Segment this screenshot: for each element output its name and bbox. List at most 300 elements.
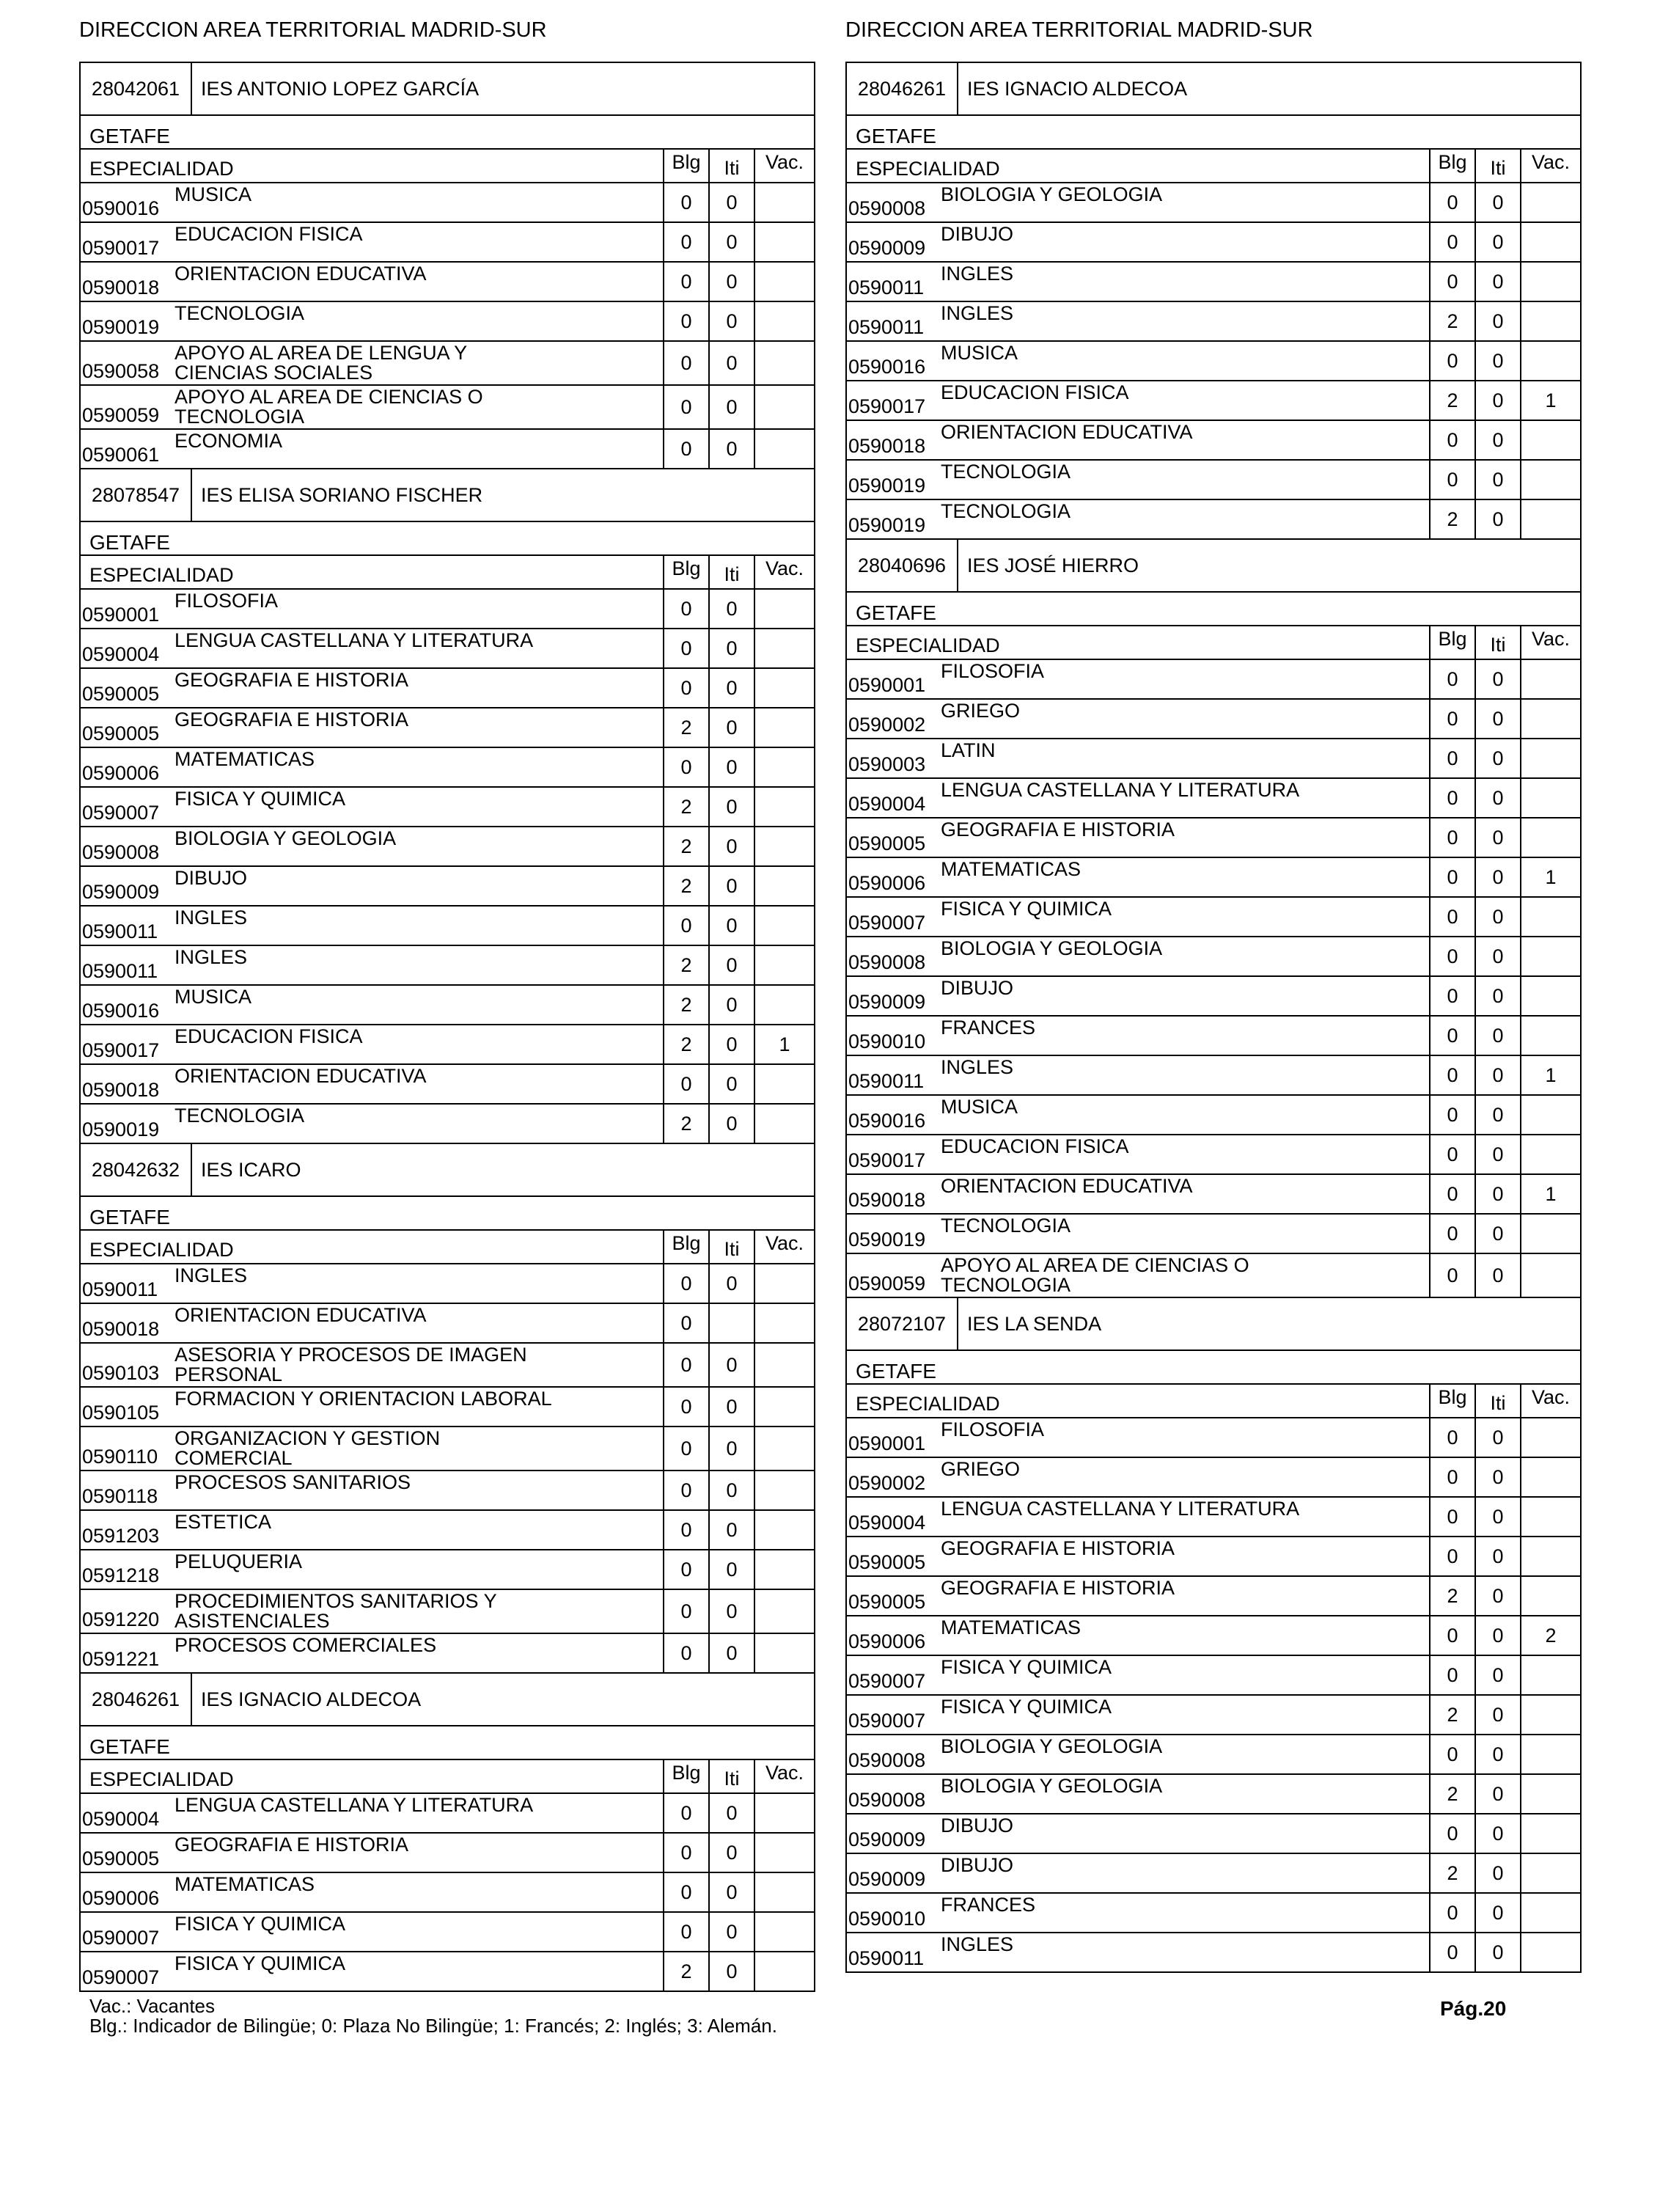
especialidad-code: 0590019 (848, 475, 926, 497)
vac-value (754, 430, 814, 468)
blg-value: 2 (1429, 500, 1474, 538)
especialidad-cell (847, 977, 1429, 1015)
vac-value (754, 1952, 814, 1991)
column-vac: Vac. (1520, 150, 1580, 182)
table-row (81, 588, 814, 628)
table-row (81, 1633, 814, 1672)
vac-value: 1 (1520, 858, 1580, 896)
table-row (847, 1734, 1580, 1773)
especialidad-code: 0590006 (82, 762, 160, 784)
blg-value: 2 (663, 946, 708, 984)
especialidad-name (941, 1097, 1381, 1117)
table-row (847, 1892, 1580, 1932)
iti-value: 0 (708, 1952, 754, 1991)
iti-value: 0 (1474, 977, 1520, 1015)
especialidad-name-line: TECNOLOGIA (941, 1215, 1071, 1237)
blg-value: 0 (1429, 1933, 1474, 1971)
vac-value (754, 1913, 814, 1951)
especialidad-name-line: ASESORIA Y PROCESOS DE IMAGEN (175, 1344, 527, 1366)
especialidad-code: 0590001 (82, 604, 160, 626)
table-row (81, 340, 814, 384)
especialidad-cell (81, 1388, 663, 1426)
especialidad-name (941, 978, 1381, 998)
especialidad-name-line: FRANCES (941, 1017, 1036, 1039)
especialidad-cell (847, 1696, 1429, 1734)
especialidad-name (941, 1539, 1381, 1559)
especialidad-name-line: GRIEGO (941, 1458, 1021, 1480)
especialidad-name-line: ORIENTACION EDUCATIVA (175, 263, 427, 285)
column-header-row (81, 148, 814, 182)
table-row (847, 817, 1580, 857)
column-vac: Vac. (1520, 626, 1580, 659)
iti-value: 0 (708, 867, 754, 905)
especialidad-name-line: FISICA Y QUIMICA (941, 1656, 1112, 1678)
especialidad-code: 0590007 (82, 1927, 160, 1949)
column-blg: Blg (663, 556, 708, 588)
especialidad-name-line: MATEMATICAS (175, 748, 315, 770)
especialidad-code: 0590019 (82, 316, 160, 338)
table-row (81, 1024, 814, 1063)
iti-value: 0 (1474, 1418, 1520, 1457)
especialidad-code: 0590010 (848, 1908, 926, 1930)
blg-value: 0 (1429, 818, 1474, 857)
especialidad-name-line: BIOLOGIA Y GEOLOGIA (941, 937, 1163, 959)
especialidad-cell (81, 946, 663, 984)
especialidad-name (941, 741, 1381, 761)
vac-value (1520, 263, 1580, 301)
iti-value: 0 (1474, 381, 1520, 420)
vac-value: 1 (1520, 1175, 1580, 1213)
especialidad-cell (81, 590, 663, 628)
table-row (847, 1457, 1580, 1496)
column-header-row (847, 1383, 1580, 1417)
blg-value: 0 (1429, 1498, 1474, 1536)
especialidad-name-line: EDUCACION FISICA (175, 1025, 363, 1047)
table-row (847, 1253, 1580, 1297)
blg-value: 0 (663, 1590, 708, 1633)
especialidad-name-line-2: CIENCIAS SOCIALES (175, 362, 373, 384)
especialidad-name-line: INGLES (941, 302, 1014, 324)
especialidad-code: 0590103 (82, 1362, 160, 1384)
especialidad-code: 0591221 (82, 1648, 160, 1670)
table-row (81, 221, 814, 261)
blg-value: 2 (663, 1105, 708, 1143)
blg-value: 0 (663, 1634, 708, 1672)
blg-value: 0 (1429, 1418, 1474, 1457)
column-especialidad: ESPECIALIDAD (89, 158, 234, 180)
vac-value (1520, 1498, 1580, 1536)
especialidad-code: 0590009 (848, 1868, 926, 1890)
especialidad-name-line: ESTETICA (175, 1511, 272, 1533)
especialidad-code: 0590007 (848, 1710, 926, 1732)
especialidad-name-line: ECONOMIA (175, 430, 283, 452)
vac-value (754, 1511, 814, 1549)
especialidad-cell (847, 1775, 1429, 1813)
column-iti: Iti (708, 556, 754, 588)
blg-value: 0 (1429, 1096, 1474, 1134)
especialidad-name-line: FILOSOFIA (941, 660, 1045, 682)
especialidad-name-line: DIBUJO (175, 867, 248, 889)
iti-value (708, 1304, 754, 1342)
iti-value: 0 (1474, 700, 1520, 738)
especialidad-name-line: GEOGRAFIA E HISTORIA (941, 1577, 1175, 1599)
table-row (847, 1055, 1580, 1094)
blg-value: 0 (1429, 977, 1474, 1015)
especialidad-cell (847, 818, 1429, 857)
especialidad-name-line: TECNOLOGIA (175, 1105, 305, 1127)
especialidad-name (941, 383, 1381, 403)
iti-value: 0 (708, 1794, 754, 1832)
blg-value: 0 (1429, 779, 1474, 817)
vac-value (1520, 1418, 1580, 1457)
especialidad-name (941, 780, 1381, 800)
table-row (81, 984, 814, 1024)
blg-value: 2 (663, 1025, 708, 1063)
especialidad-cell (81, 386, 663, 428)
especialidad-name (941, 185, 1381, 205)
table-row (81, 1426, 814, 1470)
especialidad-name-line: GEOGRAFIA E HISTORIA (175, 1834, 409, 1856)
table-row (847, 659, 1580, 698)
table-row (81, 1951, 814, 1991)
especialidad-cell (81, 430, 663, 468)
especialidad-code: 0590008 (848, 1789, 926, 1811)
especialidad-code: 0590011 (848, 276, 925, 299)
iti-value: 0 (708, 1105, 754, 1143)
especialidad-code: 0590016 (848, 1110, 926, 1132)
table-row (81, 1470, 814, 1509)
especialidad-cell (81, 1952, 663, 1991)
blg-value: 0 (1429, 937, 1474, 975)
especialidad-cell (847, 1854, 1429, 1892)
municipality: GETAFE (847, 114, 1580, 148)
center-name: IES IGNACIO ALDECOA (967, 77, 1188, 100)
vac-value (754, 386, 814, 428)
table-row (81, 905, 814, 945)
table-row (81, 261, 814, 301)
vac-value (754, 946, 814, 984)
iti-value: 0 (708, 827, 754, 865)
blg-value: 0 (1429, 700, 1474, 738)
especialidad-name-line: MATEMATICAS (941, 858, 1081, 880)
iti-value: 0 (708, 748, 754, 786)
especialidad-name-line: LENGUA CASTELLANA Y LITERATURA (941, 1498, 1300, 1520)
iti-value: 0 (1474, 1894, 1520, 1932)
iti-value: 0 (1474, 421, 1520, 459)
blg-value: 0 (663, 430, 708, 468)
vac-value (754, 1550, 814, 1589)
iti-value: 0 (1474, 1254, 1520, 1297)
especialidad-cell (847, 1656, 1429, 1694)
column-especialidad: ESPECIALIDAD (89, 564, 234, 586)
especialidad-cell (847, 739, 1429, 777)
especialidad-cell (81, 1873, 663, 1911)
column-vac: Vac. (754, 1231, 814, 1263)
blg-value: 2 (1429, 1775, 1474, 1813)
especialidad-code: 0590016 (82, 1000, 160, 1022)
center-code: 28046261 (81, 1674, 192, 1725)
especialidad-name (175, 1305, 614, 1325)
left-header: DIRECCION AREA TERRITORIAL MADRID-SUR (79, 18, 547, 42)
especialidad-name (941, 1018, 1381, 1038)
especialidad-name (175, 185, 614, 205)
table-row (81, 1509, 814, 1549)
iti-value: 0 (1474, 1775, 1520, 1813)
especialidad-cell (847, 1735, 1429, 1773)
column-blg: Blg (663, 1231, 708, 1263)
vac-value (1520, 302, 1580, 340)
especialidad-cell (847, 500, 1429, 538)
blg-value: 0 (1429, 858, 1474, 896)
vac-value (1520, 500, 1580, 538)
table-row (847, 1015, 1580, 1055)
center-name: IES ELISA SORIANO FISCHER (201, 483, 483, 506)
especialidad-name-line: FISICA Y QUIMICA (175, 1952, 346, 1974)
vac-value (1520, 1696, 1580, 1734)
especialidad-cell (847, 937, 1429, 975)
especialidad-name (175, 343, 614, 383)
blg-value: 0 (1429, 1254, 1474, 1297)
iti-value: 0 (708, 669, 754, 707)
especialidad-name-line: INGLES (175, 1264, 248, 1286)
especialidad-cell (847, 779, 1429, 817)
especialidad-name-line: FRANCES (941, 1894, 1036, 1916)
especialidad-name (941, 264, 1381, 284)
iti-value: 0 (708, 430, 754, 468)
especialidad-name-line: DIBUJO (941, 1814, 1014, 1836)
blg-value: 0 (1429, 739, 1474, 777)
especialidad-code: 0590011 (848, 1070, 925, 1092)
iti-value: 0 (708, 1427, 754, 1470)
especialidad-code: 0590059 (82, 404, 160, 426)
especialidad-cell (81, 1105, 663, 1143)
blg-value: 0 (1429, 1215, 1474, 1253)
blg-value: 0 (1429, 461, 1474, 499)
especialidad-name-line: ORIENTACION EDUCATIVA (175, 1304, 427, 1326)
blg-value: 0 (663, 1388, 708, 1426)
especialidad-code: 0590006 (82, 1887, 160, 1909)
vac-value (1520, 739, 1580, 777)
especialidad-code: 0590059 (848, 1272, 926, 1294)
especialidad-name (175, 868, 614, 888)
vac-value: 1 (1520, 1056, 1580, 1094)
especialidad-name (941, 1578, 1381, 1598)
center-name: IES ICARO (201, 1158, 301, 1181)
vac-value (754, 590, 814, 628)
especialidad-cell (81, 342, 663, 384)
especialidad-cell (847, 1498, 1429, 1536)
especialidad-name (941, 1058, 1381, 1077)
especialidad-name (941, 224, 1381, 244)
vac-value (1520, 1096, 1580, 1134)
vac-value (754, 1105, 814, 1143)
center-name: IES JOSÉ HIERRO (967, 554, 1139, 576)
vac-value (1520, 660, 1580, 698)
especialidad-name (941, 939, 1381, 959)
blg-value: 0 (1429, 1458, 1474, 1496)
iti-value: 0 (708, 386, 754, 428)
especialidad-cell (847, 1096, 1429, 1134)
right-header: DIRECCION AREA TERRITORIAL MADRID-SUR (845, 18, 1313, 42)
blg-value: 0 (663, 1550, 708, 1589)
vac-value (754, 907, 814, 945)
especialidad-name-line: TECNOLOGIA (175, 302, 305, 324)
vac-value (754, 1590, 814, 1633)
vac-value (1520, 1933, 1580, 1971)
especialidad-code: 0590009 (848, 991, 926, 1013)
table-row (847, 380, 1580, 420)
especialidad-name-line: DIBUJO (941, 223, 1014, 245)
especialidad-name (175, 987, 614, 1007)
iti-value: 0 (1474, 1215, 1520, 1253)
iti-value: 0 (1474, 1735, 1520, 1773)
blg-value: 0 (1429, 660, 1474, 698)
blg-value: 0 (1429, 1814, 1474, 1853)
especialidad-cell (81, 1634, 663, 1672)
table-row (847, 1134, 1580, 1173)
blg-value: 0 (663, 183, 708, 221)
vac-value (1520, 1254, 1580, 1297)
especialidad-cell (847, 1458, 1429, 1496)
especialidad-code: 0590001 (848, 674, 926, 696)
especialidad-name (941, 422, 1381, 442)
vac-value (754, 1304, 814, 1342)
especialidad-name (941, 820, 1381, 840)
blg-value: 2 (663, 1952, 708, 1991)
iti-value: 0 (1474, 858, 1520, 896)
vac-value (1520, 1135, 1580, 1173)
especialidad-name (175, 591, 614, 611)
especialidad-name-line: EDUCACION FISICA (175, 223, 363, 245)
especialidad-cell (81, 1794, 663, 1832)
vac-value (754, 342, 814, 384)
especialidad-name-line: EDUCACION FISICA (941, 381, 1129, 403)
center-code: 28072107 (847, 1298, 958, 1349)
center-code: 28040696 (847, 540, 958, 591)
especialidad-code: 0590011 (82, 1278, 158, 1300)
especialidad-name (175, 908, 614, 928)
especialidad-code: 0590007 (848, 1670, 926, 1692)
blg-value: 0 (663, 386, 708, 428)
especialidad-name-line: FORMACION Y ORIENTACION LABORAL (175, 1388, 552, 1410)
especialidad-name (175, 1592, 614, 1631)
column-blg: Blg (1429, 150, 1474, 182)
especialidad-code: 0590018 (82, 1079, 160, 1101)
vac-value (754, 669, 814, 707)
column-iti: Iti (1474, 1385, 1520, 1417)
especialidad-name-line: MUSICA (941, 342, 1018, 364)
column-especialidad: ESPECIALIDAD (856, 158, 1000, 180)
especialidad-cell (81, 1344, 663, 1386)
vac-value (754, 1471, 814, 1509)
especialidad-name (941, 1816, 1381, 1836)
vac-value (754, 788, 814, 826)
blg-value: 0 (1429, 1175, 1474, 1213)
iti-value: 0 (708, 1511, 754, 1549)
especialidad-cell (847, 263, 1429, 301)
especialidad-name-line: MUSICA (175, 183, 252, 205)
vac-value (754, 1388, 814, 1426)
table-row (847, 1575, 1580, 1615)
especialidad-name (175, 387, 614, 427)
especialidad-name-line: BIOLOGIA Y GEOLOGIA (941, 1775, 1163, 1797)
blg-value: 0 (1429, 263, 1474, 301)
table-row (847, 896, 1580, 936)
especialidad-name-line-2: PERSONAL (175, 1363, 283, 1385)
iti-value: 0 (1474, 342, 1520, 380)
vac-value (1520, 700, 1580, 738)
especialidad-cell (847, 1215, 1429, 1253)
table-row (847, 698, 1580, 738)
especialidad-code: 0590006 (848, 1630, 926, 1652)
iti-value: 0 (708, 788, 754, 826)
especialidad-cell (81, 1834, 663, 1872)
column-vac: Vac. (1520, 1385, 1580, 1417)
table-row (847, 499, 1580, 538)
blg-value: 0 (663, 669, 708, 707)
table-row (847, 1536, 1580, 1575)
blg-value: 0 (663, 1913, 708, 1951)
table-row (81, 826, 814, 865)
table-row (81, 1911, 814, 1951)
especialidad-name-line: FILOSOFIA (175, 590, 279, 612)
especialidad-name (175, 1795, 614, 1815)
especialidad-name (175, 1345, 614, 1385)
especialidad-cell (847, 858, 1429, 896)
vac-value (754, 867, 814, 905)
especialidad-name (175, 631, 614, 651)
right-tables (845, 62, 1582, 1973)
blg-value: 2 (1429, 1854, 1474, 1892)
especialidad-cell (847, 1135, 1429, 1173)
especialidad-cell (81, 1264, 663, 1303)
especialidad-code: 0590016 (82, 197, 160, 219)
iti-value: 0 (1474, 1537, 1520, 1575)
municipality: GETAFE (81, 1195, 814, 1229)
especialidad-cell (847, 1418, 1429, 1457)
iti-value: 0 (708, 590, 754, 628)
especialidad-cell (81, 1065, 663, 1103)
vac-value (754, 748, 814, 786)
column-header-row (81, 1759, 814, 1792)
especialidad-name-line: ORIENTACION EDUCATIVA (941, 1175, 1193, 1197)
iti-value: 0 (1474, 1696, 1520, 1734)
especialidad-code: 0591218 (82, 1564, 160, 1586)
iti-value: 0 (708, 1590, 754, 1633)
especialidad-name-line: MUSICA (941, 1096, 1018, 1118)
especialidad-cell (81, 1304, 663, 1342)
especialidad-cell (81, 302, 663, 340)
table-row (81, 384, 814, 428)
column-especialidad: ESPECIALIDAD (89, 1239, 234, 1261)
table-row (81, 1832, 814, 1872)
especialidad-code: 0590011 (848, 316, 925, 338)
blg-value: 0 (1429, 1017, 1474, 1055)
especialidad-cell (847, 381, 1429, 420)
blg-value: 2 (663, 867, 708, 905)
blg-value: 0 (663, 342, 708, 384)
especialidad-code: 0590058 (82, 360, 160, 382)
especialidad-name-line: APOYO AL AREA DE CIENCIAS O (941, 1254, 1249, 1276)
table-row (847, 420, 1580, 459)
table-row (847, 1694, 1580, 1734)
especialidad-code: 0590005 (848, 832, 926, 854)
municipality: GETAFE (81, 1725, 814, 1759)
especialidad-name-line: INGLES (941, 1933, 1014, 1955)
blg-value: 0 (1429, 223, 1474, 261)
footer-line-1: Vac.: Vacantes (89, 1995, 216, 2017)
table-row (847, 738, 1580, 777)
